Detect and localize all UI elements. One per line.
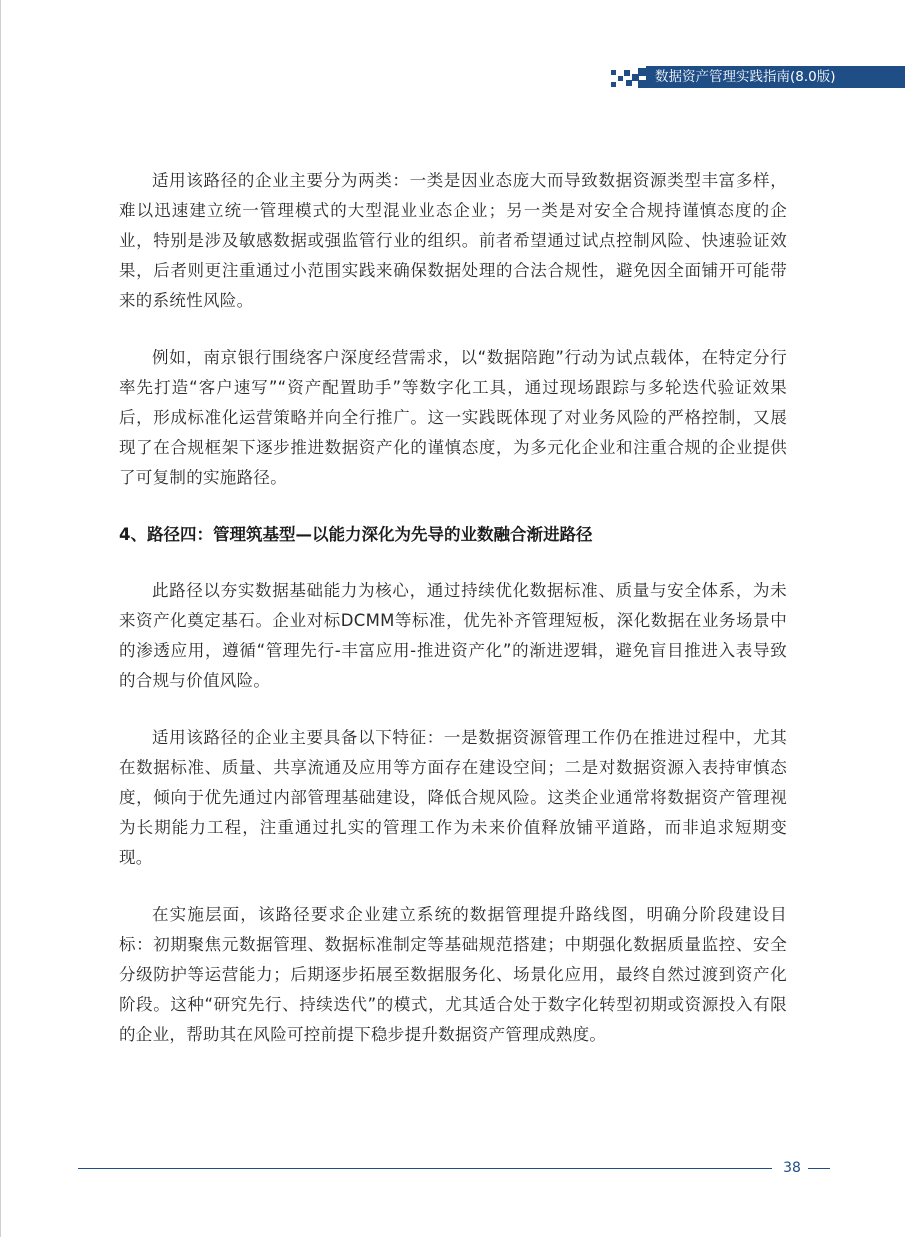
- paragraph: 适用该路径的企业主要具备以下特征：一是数据资源管理工作仍在推进过程中，尤其在数据标准、质量、共享流通及应用等方面存在建设空间；二是对数据资源入表持审慎态度，倾向于优先通过内部管理基础建设，降低合规风险。这类企业通常将数据资产管理视为长期能力工程，注重通过扎实的管理工作为未来价值释放铺平道路，而非追求短期变现。: [119, 728, 787, 867]
- header-title: 数据资产管理实践指南(8.0版): [655, 69, 836, 85]
- document-body: [119, 166, 787, 1077]
- paragraph: 适用该路径的企业主要分为两类：一类是因业态庞大而导致数据资源类型丰富多样，难以迅速建立统一管理模式的大型混业业态企业；另一类是对安全合规持谨慎态度的企业，特别是涉及敏感数据或强监管行业的组织。前者希望通过试点控制风险、快速验证效果，后者则更注重通过小范围实践来确保数据处理的合法合规性，避免因全面铺开可能带来的系统性风险。: [119, 171, 787, 310]
- paragraph: 例如，南京银行围绕客户深度经营需求，以“数据陪跑”行动为试点载体，在特定分行率先打造“客户速写”“资产配置助手”等数字化工具，通过现场跟踪与多轮迭代验证效果后，形成标准化运营策略并向全行推广。这一实践既体现了对业务风险的严格控制，又展现了在合规框架下逐步推进数据资产化的谨慎态度，为多元化企业和注重合规的企业提供了可复制的实施路径。: [119, 348, 787, 487]
- footer-divider: [78, 1168, 772, 1169]
- paragraph: 在实施层面，该路径要求企业建立系统的数据管理提升路线图，明确分阶段建设目标：初期聚焦元数据管理、数据标准制定等基础规范搭建；中期强化数据质量监控、安全分级防护等运营能力；后期逐步拓展至数据服务化、场景化应用，最终自然过渡到资产化阶段。这种“研究先行、持续迭代”的模式，尤其适合处于数字化转型初期或资源投入有限的企业，帮助其在风险可控前提下稳步提升数据资产管理成熟度。: [119, 905, 787, 1044]
- footer-divider-right: [808, 1168, 830, 1169]
- page-number: 38: [783, 1160, 801, 1176]
- paragraph: 此路径以夯实数据基础能力为核心，通过持续优化数据标准、质量与安全体系，为未来资产化奠定基石。企业对标DCMM等标准，优先补齐管理短板，深化数据在业务场景中的渗透应用，遵循“管理先行-丰富应用-推进资产化”的渐进逻辑，避免盲目推进入表导致的合规与价值风险。: [119, 581, 787, 690]
- section-heading: 4、路径四：管理筑基型—以能力深化为先导的业数融合渐进路径: [119, 525, 593, 544]
